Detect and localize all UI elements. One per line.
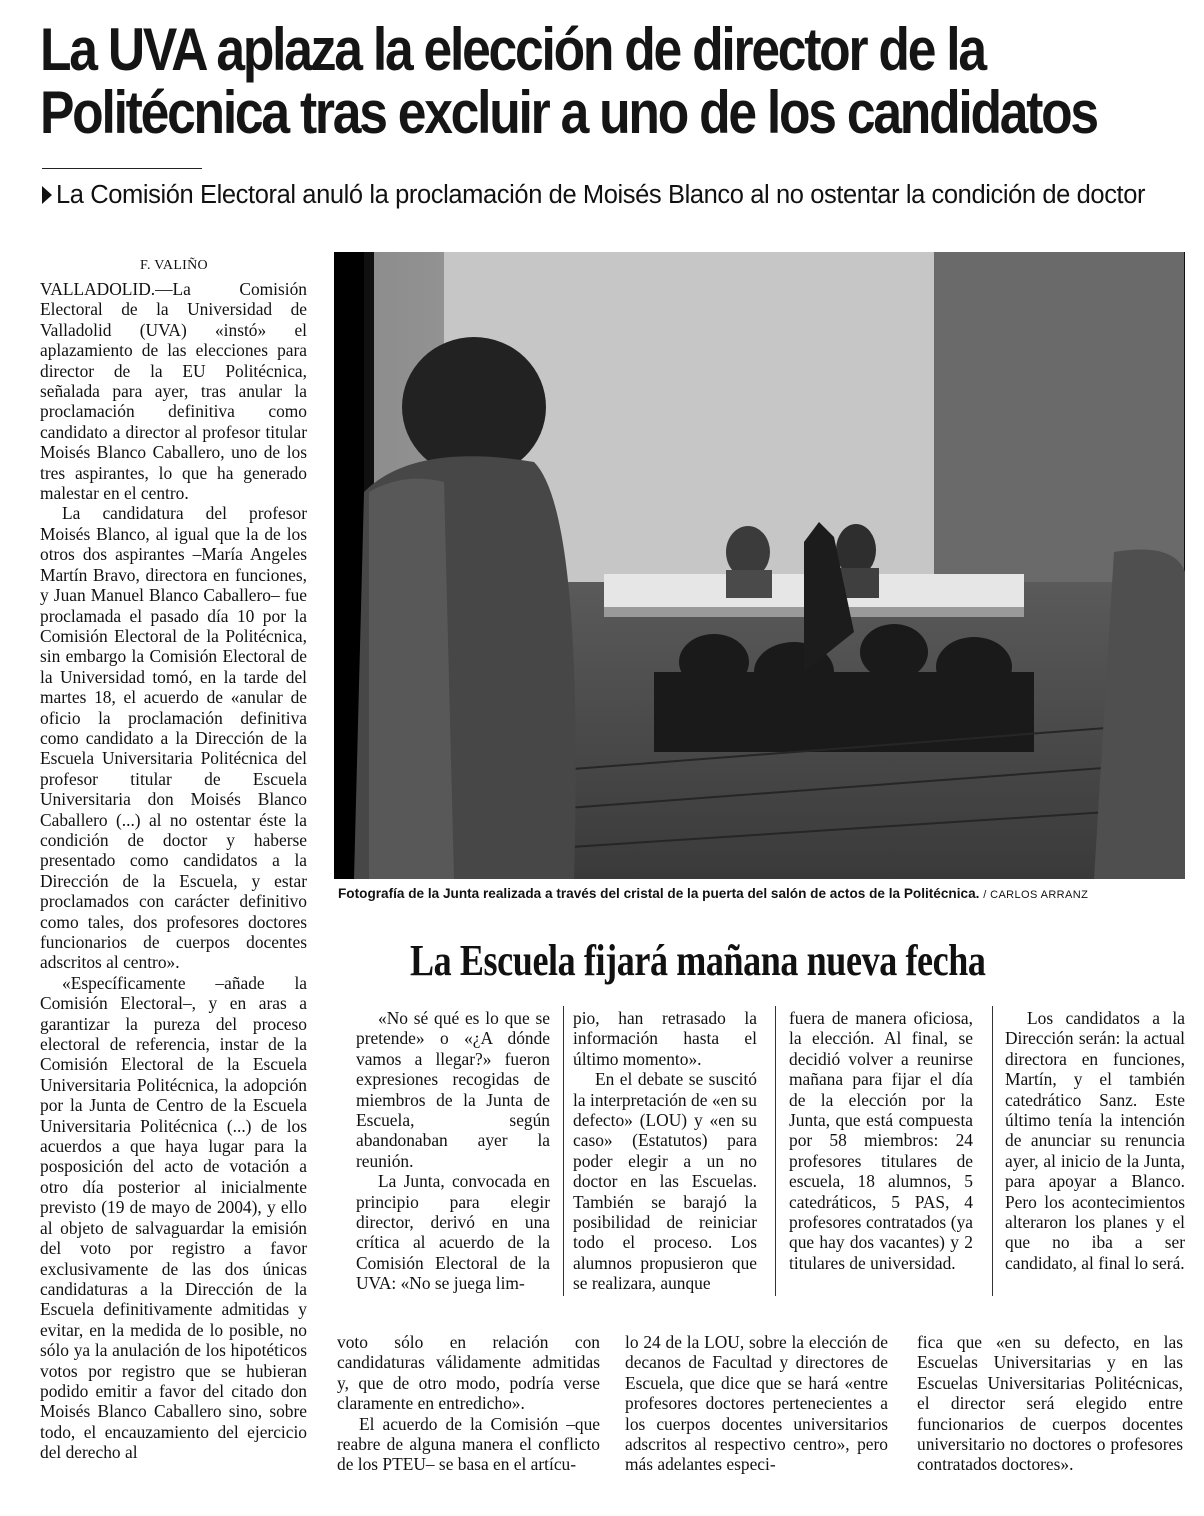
column-divider [563,1006,564,1296]
story-paragraph: El acuerdo de la Comisión –que reabre de alguna manera el conflicto de los PTEU– se basa en el artícu- [337,1413,600,1475]
story-paragraph-3: «Específicamente –añade la Comisión Electoral–, y en aras a garantizar la pureza del proceso electoral de referencia, instar de la Comisión Electoral de la Escuela Universitaria Politécnica, la adopción por la Junta de Centro de la Escuela Universitaria Politécnica (...) de los acuerdos a que haya lugar para la posposición del acto de votación a otro día posterior al inicialmente previsto (19 de mayo de 2004), y ello al objeto de salvaguardar la emisión del voto por registro a favor exclusivamente de las dos únicas candidaturas a la Dirección de la Escuela definitivamente admitidas y evitar, en la medida de lo posible, no sólo ya la anulación de los hipotéticos votos por registro que se hubieran podido emitir a favor del citado don Moisés Blanco Caballero sino, sobre todo, el encauzamiento del ejercicio del derecho al [40,972,307,1463]
news-photo [334,252,1185,879]
story-paragraph: voto sólo en relación con candidaturas válidamente admitidas y, que de otro modo, podría verse claramente en entredicho». [337,1332,600,1414]
sidebar-paragraph: «No sé qué es lo que se pretende» o «¿A dónde vamos a llegar?» fueron expresiones recogidas de miembros de la Junta de Escuela, según abandonaban ayer la reunión. [356,1008,550,1171]
subheadline-text: La Comisión Electoral anuló la proclamación de Moisés Blanco al no ostentar la condición de doctor [56,181,1146,209]
sidebar-paragraph: Los candidatos a la Dirección serán: la actual directora en funciones, Martín, y el también catedrático Sanz. Este último tenía la intención de anunciar su renuncia ayer, al inicio de la Junta, para apoyar a Blanco. Pero los acontecimientos alteraron los planes y el que no iba a ser candidato, al final lo será. [1005,1008,1185,1273]
sidebar-column-3 [789,1008,973,1273]
sidebar-paragraph: pio, han retrasado la información hasta el último momento». [573,1008,757,1069]
headline-line-1: La UVA aplaza la elección de director de la [40,16,985,83]
photo-credit: / CARLOS ARRANZ [983,889,1089,901]
meeting-photo-image [334,252,1185,879]
story-column-2 [337,1332,600,1475]
dateline: VALLADOLID.— [40,279,173,299]
sidebar-column-4 [1005,1008,1185,1273]
story-column-1 [40,279,307,1463]
sidebar-column-2 [573,1008,757,1294]
arrow-bullet-icon [42,186,52,204]
story-paragraph-1: VALLADOLID.—La Comisión Electoral de la Universidad de Valladolid (UVA) «instó» el aplazamiento de las elecciones para director de la EU Politécnica, señalada para ayer, tras anular la proclamación definitiva como candidato a director al profesor titular Moisés Blanco Caballero, uno de los tres aspirantes, lo que ha generado malestar en el centro. [40,279,307,504]
sidebar-paragraph: En el debate se suscitó la interpretación de «en su defecto» (LOU) y «en su caso» (Estatutos) para poder elegir a un no doctor en las Escuelas. También se barajó la posibilidad de reiniciar todo el proceso. Los alumnos propusieron que se realizara, aunque [573,1069,757,1294]
photo-caption [338,886,1188,901]
story-column-4 [917,1332,1183,1475]
headline-line-2: Politécnica tras excluir a uno de los candidatos [40,79,1097,146]
sidebar-paragraph: fuera de manera oficiosa, la elección. Al final, se decidió volver a reunirse mañana para fijar el día de la elección por la Junta, que está compuesta por 58 miembros: 24 profesores titulares de escuela, 18 alumnos, 5 catedráticos, 5 PAS, 4 profesores contratados (ya que hay dos vacantes) y 2 titulares de universidad. [789,1008,973,1273]
story-paragraph-2: La candidatura del profesor Moisés Blanco, al igual que la de los otros dos aspirantes –María Angeles Martín Bravo, directora en funciones, y Juan Manuel Blanco Caballero– fue proclamada el pasado día 10 por la Comisión Electoral de la Politécnica, sin embargo la Comisión Electoral de la Universidad tomó, en la tarde del martes 18, el acuerdo de «anular de oficio la proclamación definitiva como candidato a la Dirección de la Escuela Universitaria Politécnica del profesor titular de Escuela Universitaria don Moisés Blanco Caballero (...) al no ostentar éste la condición de doctor y haberse presentado como candidatos a la Dirección de la Escuela, y estar proclamados con carácter definitivo como tales, dos profesores doctores funcionarios de cuerpos docentes adscritos al centro». [40,503,307,973]
caption-text: Fotografía de la Junta realizada a través del cristal de la puerta del salón de actos de la Politécnica. [338,886,980,901]
byline: F. VALIÑO [140,258,208,273]
headline-rule [42,168,202,169]
sidebar-paragraph: La Junta, convocada en principio para elegir director, derivó en una crítica al acuerdo de la Comisión Electoral de la UVA: «No se juega lim- [356,1171,550,1294]
headline [40,16,1097,146]
column-divider [775,1006,776,1296]
story-paragraph: lo 24 de la LOU, sobre la elección de decanos de Facultad y directores de Escuela, que dice que se hará «entre profesores doctores pertenecientes a los cuerpos docentes universitarios adscritos al respectivo centro», pero más adelantes especi- [625,1332,888,1475]
story-column-3 [625,1332,888,1475]
story-paragraph: fica que «en su defecto, en las Escuelas Universitarias y en las Escuelas Universitarias Politécnicas, el director será elegido entre funcionarios de cuerpos docentes universitario no doctores o profesores contratados doctores». [917,1332,1183,1475]
sidebar-column-1 [356,1008,550,1294]
subheadline [42,181,1182,210]
sidebar-headline: La Escuela fijará mañana nueva fecha [410,936,986,985]
column-divider [992,1006,993,1296]
